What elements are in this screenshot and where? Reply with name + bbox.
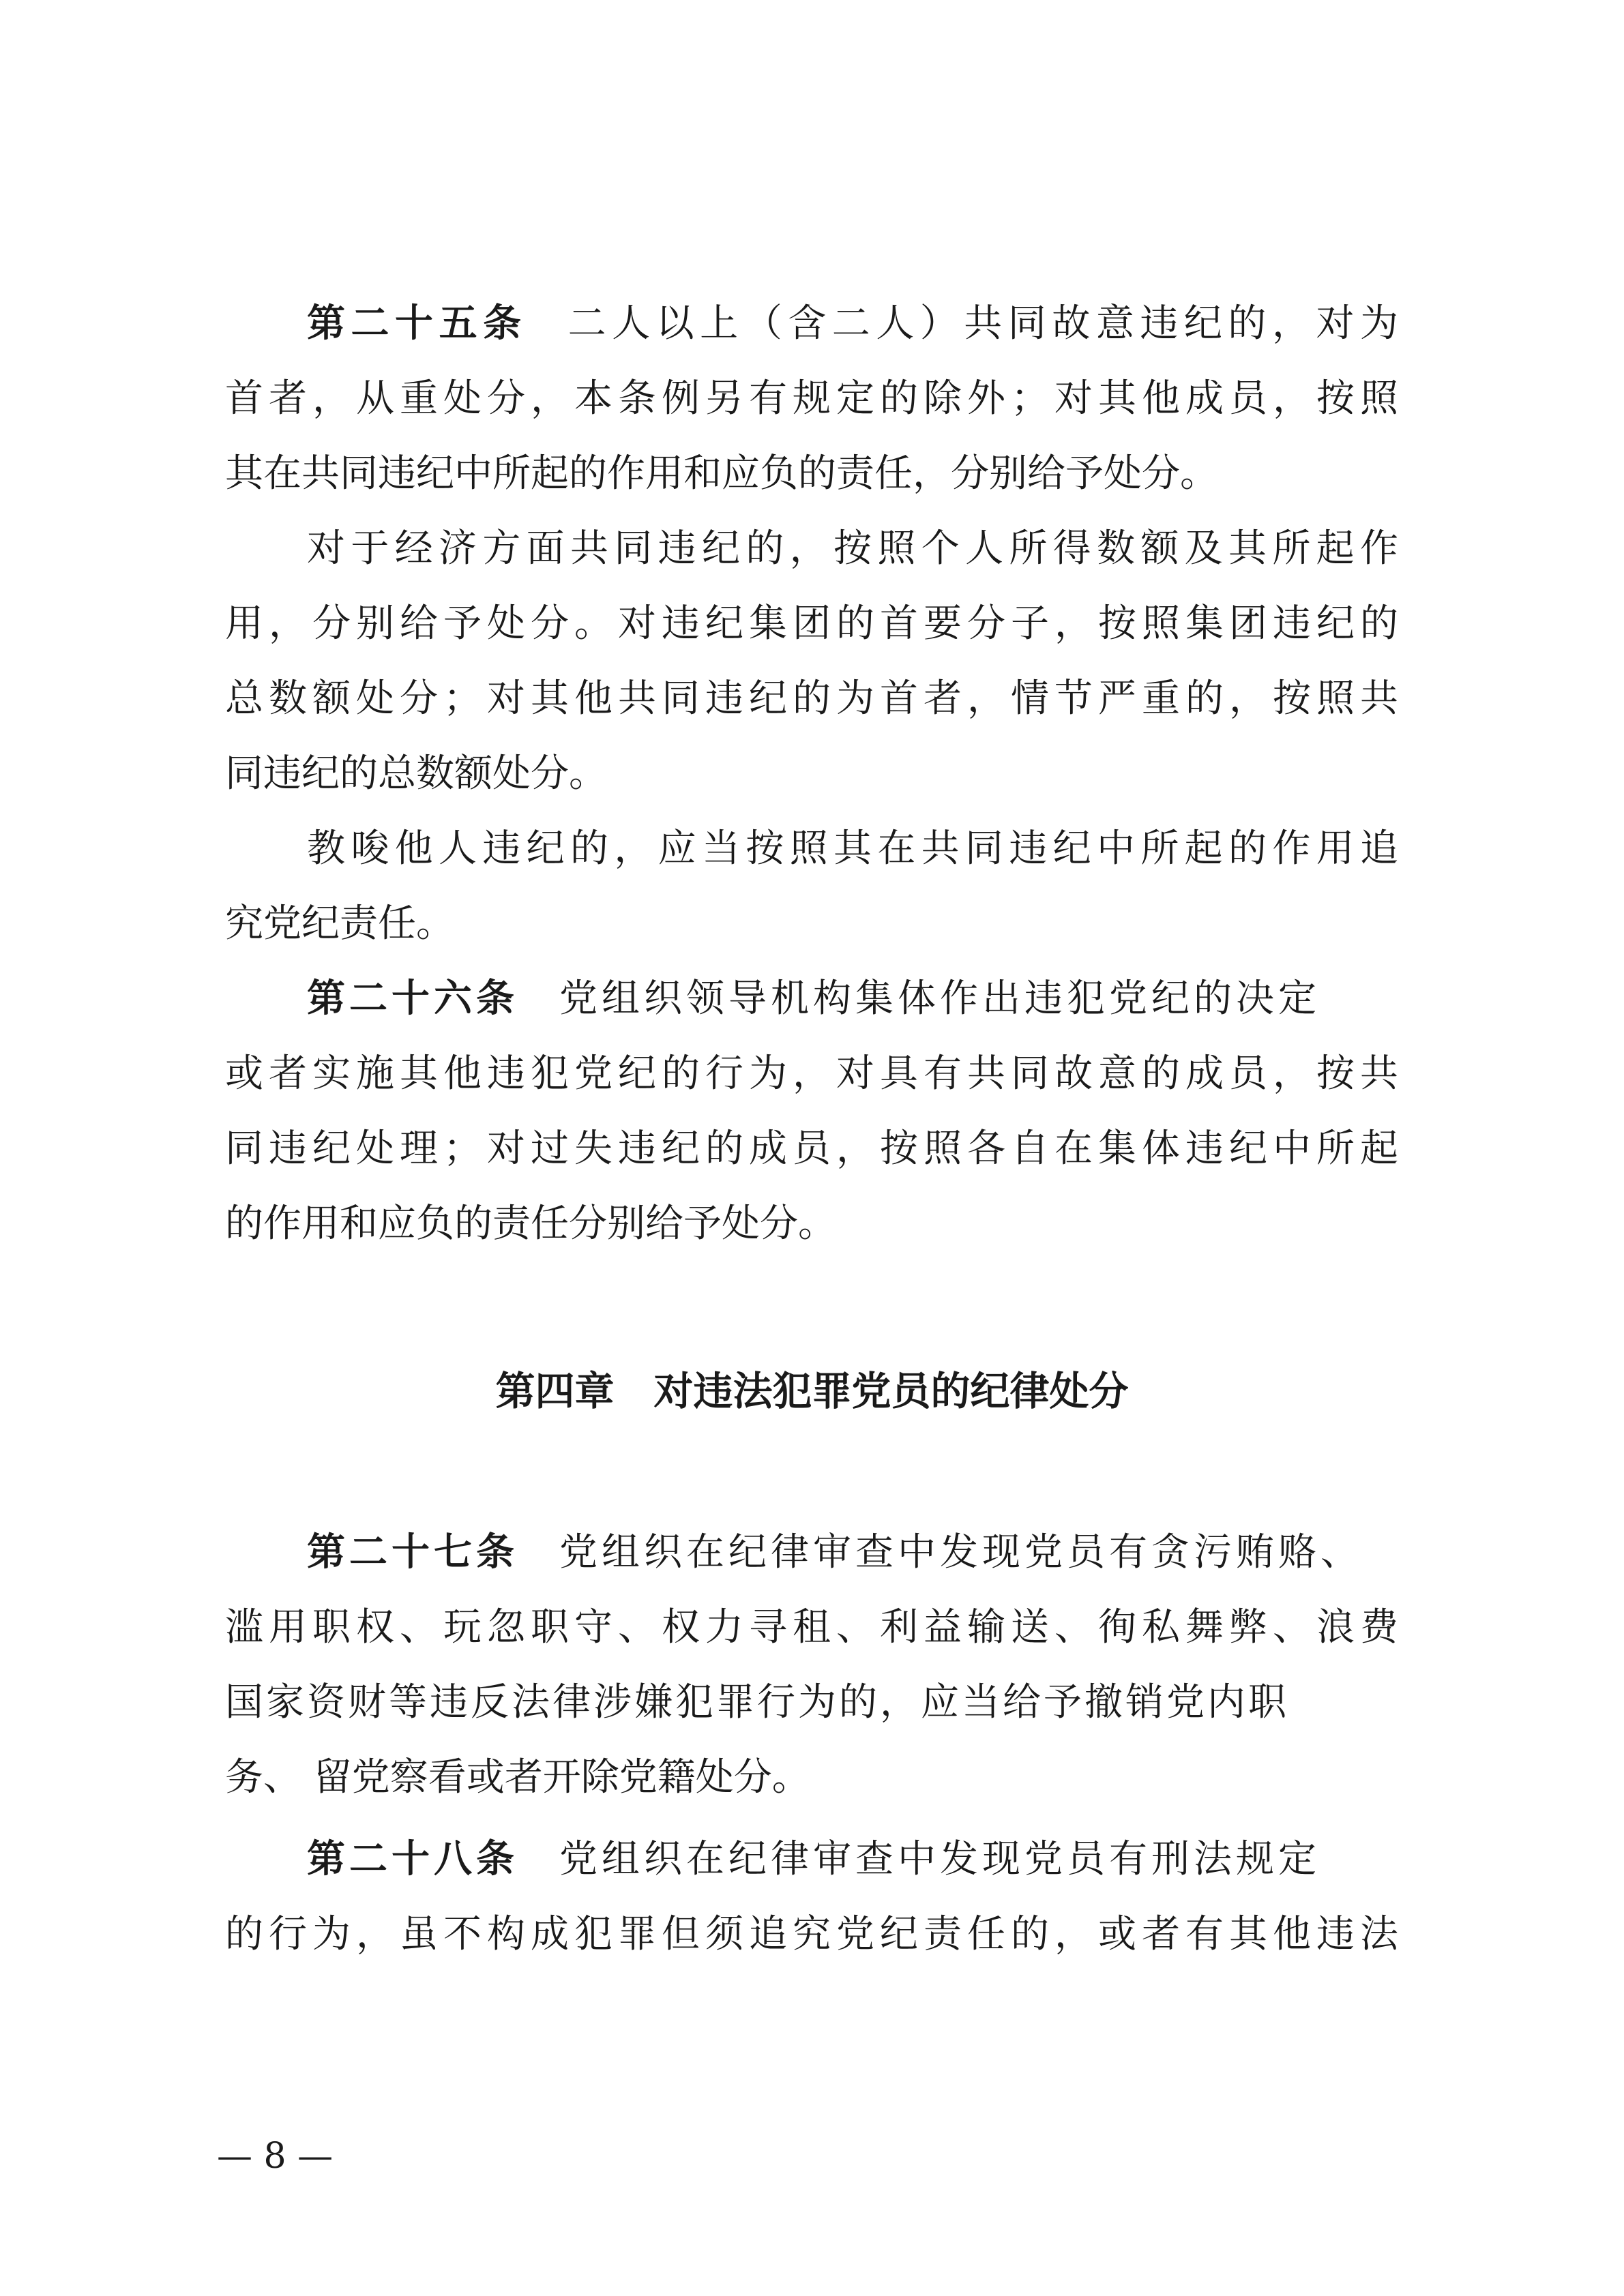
- article-27-label: 第二十七条: [307, 1530, 518, 1575]
- article-26-line-4: 的作用和应负的责任分别给予处分。: [225, 1202, 836, 1246]
- article-25-line-3: 其在共同违纪中所起的作用和应负的责任，分别给予处分。: [225, 451, 1218, 496]
- article-25-line-1: [307, 286, 1398, 361]
- article-25-line-6: 总数额处分；对其他共同违纪的为首者，情节严重的，按照共: [225, 676, 1398, 721]
- article-25-line-7: 同违纪的总数额处分。: [225, 751, 607, 796]
- article-26-line-1: [307, 961, 1398, 1037]
- article-27-line-4: 务、 留党察看或者开除党籍处分。: [225, 1755, 810, 1800]
- article-28-line-2: 的行为，虽不构成犯罪但须追究党纪责任的，或者有其他违法: [225, 1912, 1398, 1956]
- article-28-line-1: [307, 1822, 1398, 1897]
- article-26-line-2: 或者实施其他违犯党纪的行为，对具有共同故意的成员，按共: [225, 1052, 1398, 1096]
- article-25-line-4: 对于经济方面共同违纪的，按照个人所得数额及其所起作: [307, 526, 1398, 571]
- article-25-line-5: 用，分别给予处分。对违纪集团的首要分子，按照集团违纪的: [225, 601, 1398, 646]
- article-28-label: 第二十八条: [307, 1837, 518, 1881]
- article-28-text: 党组织在纪律审查中发现党员有刑法规定: [559, 1837, 1320, 1881]
- article-27-text: 党组织在纪律审查中发现党员有贪污贿赂、: [559, 1530, 1363, 1575]
- article-26-text: 党组织领导机构集体作出违犯党纪的决定: [559, 976, 1320, 1021]
- article-25-text: 二人以上（含二人）共同故意违纪的，对为: [567, 301, 1399, 346]
- page-number: — 8 —: [217, 2136, 334, 2177]
- chapter-heading: 第四章 对违法犯罪党员的纪律处分: [495, 1368, 1129, 1414]
- article-27-line-3: 国家资财等违反法律涉嫌犯罪行为的，应当给予撤销党内职: [225, 1680, 1289, 1725]
- article-27-line-2: 滥用职权、玩忽职守、权力寻租、利益输送、徇私舞弊、浪费: [225, 1605, 1398, 1650]
- article-25-line-8: 教唆他人违纪的，应当按照其在共同违纪中所起的作用追: [307, 826, 1398, 871]
- article-25-line-2: 首者，从重处分，本条例另有规定的除外；对其他成员，按照: [225, 376, 1398, 421]
- article-26-label: 第二十六条: [307, 976, 518, 1021]
- article-25-label: 第二十五条: [307, 301, 527, 346]
- article-26-line-3: 同违纪处理；对过失违纪的成员，按照各自在集体违纪中所起: [225, 1127, 1398, 1171]
- article-27-line-1: [307, 1515, 1398, 1590]
- article-25-line-9: 究党纪责任。: [225, 901, 454, 946]
